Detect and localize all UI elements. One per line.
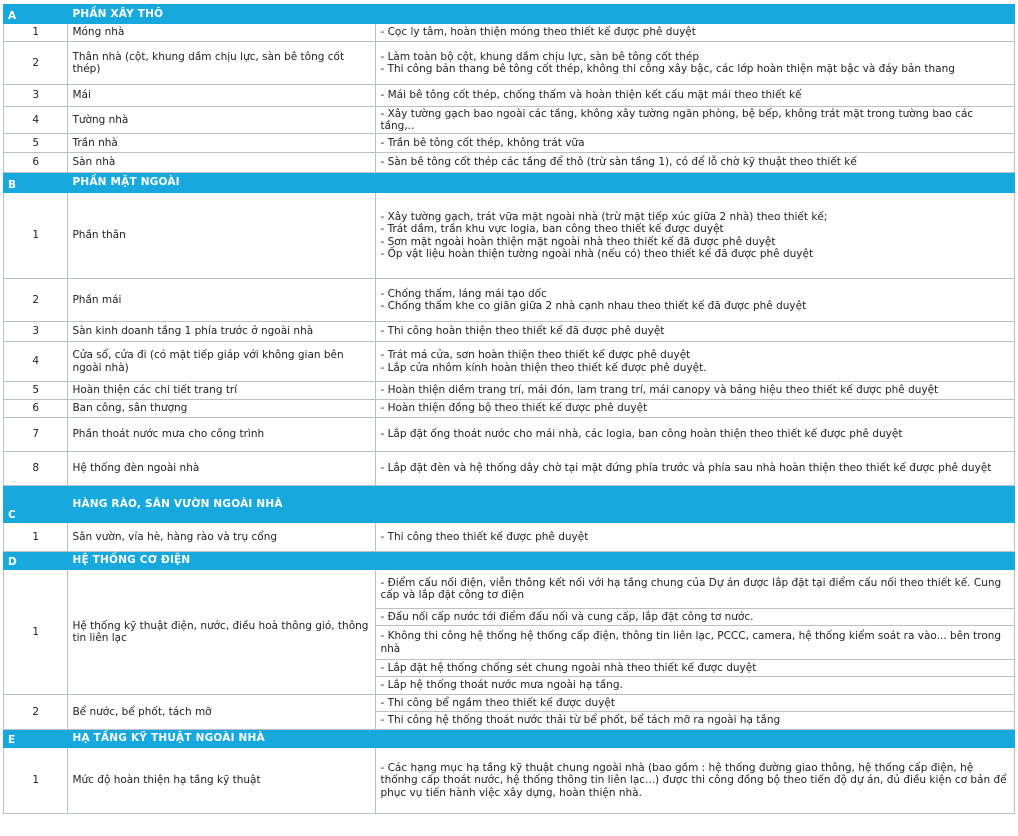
row-number: 2 — [4, 279, 68, 322]
section-letter: E — [4, 730, 68, 748]
row-number: 5 — [4, 382, 68, 400]
table-row — [4, 85, 1015, 107]
item-name: Mức độ hoàn thiện hạ tầng kỹ thuật — [68, 748, 376, 814]
item-description: - Thi công hệ thống thoát nước thải từ bể phốt, bể tách mỡ ra ngoài hạ tầng — [376, 712, 1015, 730]
table-row — [4, 153, 1015, 173]
table-row — [4, 134, 1015, 153]
item-name: Trần nhà — [68, 134, 376, 153]
table-row — [4, 107, 1015, 134]
row-number: 1 — [4, 523, 68, 552]
item-name: Hoàn thiện các chi tiết trang trí — [68, 382, 376, 400]
row-number: 8 — [4, 452, 68, 486]
item-description: - Lắp đặt đèn và hệ thống dây chờ tại mặt đứng phía trước và phía sau nhà hoàn thiện theo thiết kế được phê duyệt — [376, 452, 1015, 486]
section-header-b — [4, 173, 1015, 193]
item-description: - Hoàn thiện đồng bộ theo thiết kế được phê duyệt — [376, 400, 1015, 418]
section-title: HỆ THỐNG CƠ ĐIỆN — [68, 552, 376, 570]
row-number: 2 — [4, 695, 68, 730]
table-row — [4, 42, 1015, 85]
item-description: - Hoàn thiện diềm trang trí, mái đón, lam trang trí, mái canopy và bảng hiệu theo thiết kế được phê duyệt — [376, 382, 1015, 400]
section-title: PHẦN XÂY THÔ — [68, 5, 376, 24]
section-header-c — [4, 486, 1015, 523]
item-name: Sàn nhà — [68, 153, 376, 173]
item-name: Hệ thống đèn ngoài nhà — [68, 452, 376, 486]
item-description: - Thi công bể ngầm theo thiết kế được duyệt — [376, 695, 1015, 712]
row-number: 3 — [4, 85, 68, 107]
table-row — [4, 748, 1015, 814]
item-description: - Cọc ly tâm, hoàn thiện móng theo thiết kế được phê duyệt — [376, 24, 1015, 42]
item-description: - Mái bê tông cốt thép, chống thấm và hoàn thiện kết cấu mặt mái theo thiết kế — [376, 85, 1015, 107]
table-row — [4, 400, 1015, 418]
row-number: 1 — [4, 748, 68, 814]
item-name: Ban công, sân thượng — [68, 400, 376, 418]
section-title: PHẦN MẶT NGOÀI — [68, 173, 376, 193]
item-description: - Lắp đặt hệ thống chống sét chung ngoài nhà theo thiết kế được duyệt — [376, 660, 1015, 677]
item-name: Cửa sổ, cửa đi (có mặt tiếp giáp với không gian bên ngoài nhà) — [68, 342, 376, 382]
row-number: 5 — [4, 134, 68, 153]
section-header-d — [4, 552, 1015, 570]
table-row — [4, 418, 1015, 452]
row-number: 4 — [4, 342, 68, 382]
section-letter: D — [4, 552, 68, 570]
item-description: - Chống thấm, láng mái tạo dốc - Chống thấm khe co giãn giữa 2 nhà cạnh nhau theo thiết kế đã được phê duyệt — [376, 279, 1015, 322]
item-name: Sân vườn, vỉa hè, hàng rào và trụ cổng — [68, 523, 376, 552]
row-number: 1 — [4, 24, 68, 42]
item-name: Sàn kinh doanh tầng 1 phía trước ở ngoài nhà — [68, 322, 376, 342]
item-description: - Trần bê tông cốt thép, không trát vữa — [376, 134, 1015, 153]
table-row — [4, 570, 1015, 609]
section-header-e — [4, 730, 1015, 748]
item-description: - Xây tường gạch bao ngoài các tầng, không xây tường ngăn phòng, bệ bếp, không trát mặt trong tường bao các tầng,.. — [376, 107, 1015, 134]
item-description: - Điểm cấu nối điện, viễn thông kết nối với hạ tầng chung của Dự án được lắp đặt tại điểm cấu nối theo thiết kế. Cung cấp và lắp đặt công tơ điện — [376, 570, 1015, 609]
table-row — [4, 382, 1015, 400]
item-description: - Các hạng mục hạ tầng kỹ thuật chung ngoài nhà (bao gồm : hệ thống đường giao thông, hệ thống cấp điện, hệ thốnhg cấp thoát nước, hệ thống thông tin liên lạc...) được thi công đồng bộ theo tiến độ dự án, đủ điều kiện cơ bản để phục vụ tiến hành việc xây dựng, hoàn thiện nhà. — [376, 748, 1015, 814]
item-description: - Lắp hệ thống thoát nước mưa ngoài hạ tầng. — [376, 677, 1015, 695]
row-number: 3 — [4, 322, 68, 342]
item-name: Tường nhà — [68, 107, 376, 134]
item-description: - Thi công hoàn thiện theo thiết kế đã được phê duyệt — [376, 322, 1015, 342]
row-number: 7 — [4, 418, 68, 452]
item-name: Bể nước, bể phốt, tách mỡ — [68, 695, 376, 730]
table-row — [4, 342, 1015, 382]
item-name: Phần mái — [68, 279, 376, 322]
row-number: 2 — [4, 42, 68, 85]
section-letter: B — [4, 173, 68, 193]
table-row — [4, 523, 1015, 552]
item-description: - Trát má cửa, sơn hoàn thiện theo thiết kế được phê duyệt - Lắp cửa nhôm kính hoàn thiện theo thiết kế được phê duyệt. — [376, 342, 1015, 382]
scope-table — [3, 4, 1015, 814]
item-name: Mái — [68, 85, 376, 107]
row-number: 1 — [4, 570, 68, 695]
item-description: - Lắp đặt ống thoát nước cho mái nhà, các logia, ban công hoàn thiện theo thiết kế được phê duyệt — [376, 418, 1015, 452]
row-number: 1 — [4, 193, 68, 279]
row-number: 6 — [4, 153, 68, 173]
table-row — [4, 279, 1015, 322]
item-description: - Thi công theo thiết kế được phê duyệt — [376, 523, 1015, 552]
item-name: Phần thân — [68, 193, 376, 279]
section-header-a — [4, 5, 1015, 24]
section-letter: C — [4, 486, 68, 523]
item-description: - Xây tường gạch, trát vữa mặt ngoài nhà (trừ mặt tiếp xúc giữa 2 nhà) theo thiết kế; - Trát dầm, trần khu vực logia, ban công theo thiết kế được duyệt - Sơn mặt ngoài hoàn thiện mặt ngoài nhà theo thiết kế đã được phê duyệt - Ốp vật liệu hoàn thiện tường ngoài nhà (nếu có) theo thiết kế đã được phê duyệt — [376, 193, 1015, 279]
table-row — [4, 322, 1015, 342]
item-description: - Đấu nối cấp nước tới điểm đấu nối và cung cấp, lắp đặt công tơ nước. — [376, 609, 1015, 626]
item-description: - Làm toàn bộ cột, khung dầm chịu lực, sàn bê tông cốt thép - Thi công bản thang bê tông cốt thép, không thi công xây bậc, các lớp hoàn thiện mặt bậc và đáy bản thang — [376, 42, 1015, 85]
row-number: 4 — [4, 107, 68, 134]
section-title: HÀNG RÀO, SÂN VƯỜN NGOÀI NHÀ — [68, 486, 376, 523]
item-name: Hệ thống kỹ thuật điện, nước, điều hoà thông gió, thông tin liên lạc — [68, 570, 376, 695]
table-row — [4, 452, 1015, 486]
item-name: Phần thoát nước mưa cho công trình — [68, 418, 376, 452]
table-row — [4, 24, 1015, 42]
section-title: HẠ TẦNG KỸ THUẬT NGOÀI NHÀ — [68, 730, 376, 748]
section-letter: A — [4, 5, 68, 24]
table-row — [4, 193, 1015, 279]
item-description: - Không thi công hệ thống hệ thống cấp điện, thông tin liên lạc, PCCC, camera, hệ thống kiểm soát ra vào... bên trong nhà — [376, 626, 1015, 660]
item-name: Thân nhà (cột, khung dầm chịu lực, sàn bê tông cốt thép) — [68, 42, 376, 85]
item-name: Móng nhà — [68, 24, 376, 42]
item-description: - Sàn bê tông cốt thép các tầng để thô (trừ sàn tầng 1), có để lỗ chờ kỹ thuật theo thiết kế — [376, 153, 1015, 173]
row-number: 6 — [4, 400, 68, 418]
table-row — [4, 695, 1015, 712]
